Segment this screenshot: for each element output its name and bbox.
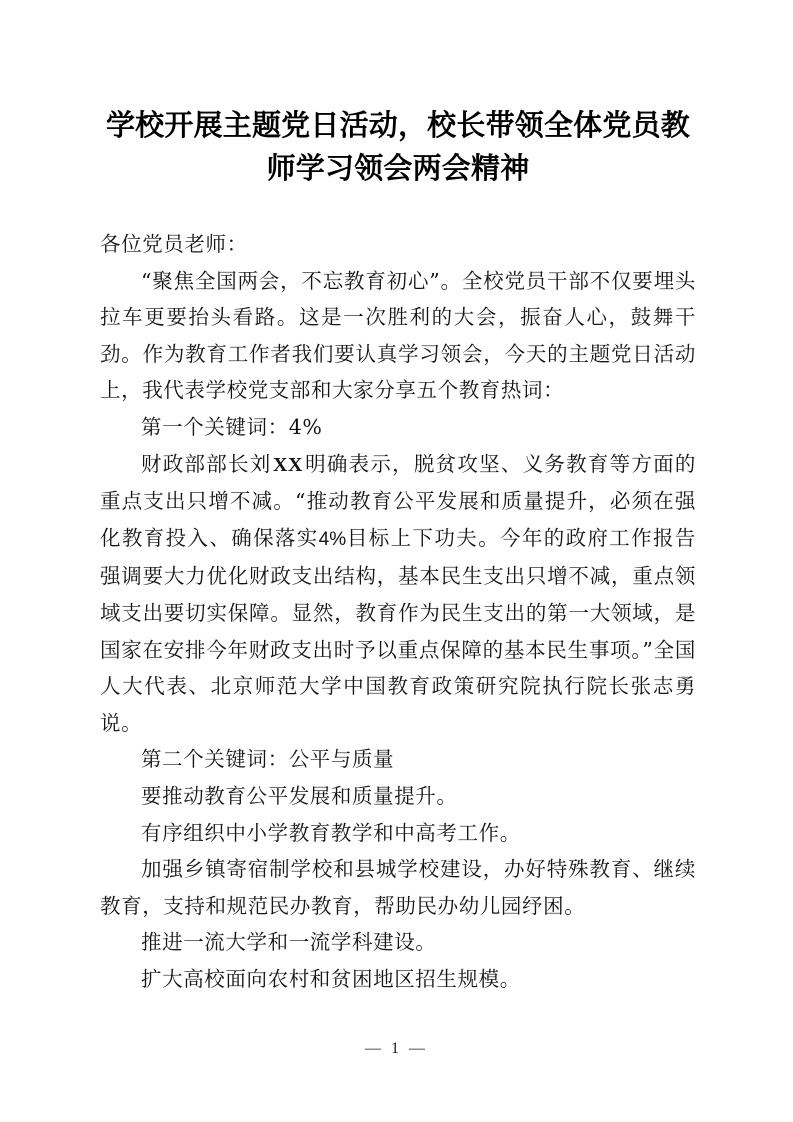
- paragraph-keyword-2-item-2: 有序组织中小学教育教学和中高考工作。: [141, 820, 521, 845]
- page-title: 学校开展主题党日活动，校长带领全体党员教师学习领会两会精神: [105, 108, 690, 185]
- redacted-name: XX: [273, 453, 303, 476]
- page-content-area: [100, 0, 696, 997]
- salutation: 各位党员老师：: [100, 232, 248, 256]
- percent-target-value: 4%: [318, 528, 347, 550]
- paragraph-keyword-2-item-3: 加强乡镇寄宿制学校和县城学校建设，办好特殊教育、继续教育，支持和规范民办教育，帮助民办幼儿园纾困。: [100, 857, 696, 918]
- paragraph-keyword-1-body: [100, 446, 696, 742]
- document-body: [100, 226, 696, 997]
- paragraph-keyword-2-item-5: 扩大高校面向农村和贫困地区招生规模。: [141, 966, 521, 991]
- paragraph-keyword-2-item-4: 推进一流大学和一流学科建设。: [141, 930, 437, 955]
- paragraph-keyword-2-item-1: 要推动教育公平发展和质量提升。: [141, 783, 458, 808]
- keyword-1-text-part-c: 目标上下功夫。今年的政府工作报告强调要大力优化财政支出结构，基本民生支出只增不减，重点领域支出要切实保障。显然，教育作为民生支出的第一大领域，是国家在安排今年财政支出时予以重点保障的基本民生事项。”全国人大代表、北京师范大学中国教育政策研究院执行院长张志勇说。: [100, 525, 696, 735]
- keyword-1-text-part-b: 明确表示，脱贫攻坚、义务教育等方面的重点支出只增不减。“推动教育公平发展和质量提升，必须在强化教育投入、确保落实: [100, 451, 696, 550]
- paragraph-keyword-1-heading: 第一个关键词：4%: [141, 414, 323, 439]
- page-number-footer: — 1 —: [365, 1040, 428, 1057]
- keyword-1-text-part-a: 财政部部长刘: [141, 451, 272, 476]
- paragraph-keyword-2-heading: 第二个关键词：公平与质量: [141, 747, 395, 772]
- paragraph-intro: “聚焦全国两会，不忘教育初心”。全校党员干部不仅要埋头拉车更要抬头看路。这是一次胜利的大会，振奋人心，鼓舞干劲。作为教育工作者我们要认真学习领会，今天的主题党日活动上，我代表学校党支部和大家分享五个教育热词：: [100, 268, 696, 403]
